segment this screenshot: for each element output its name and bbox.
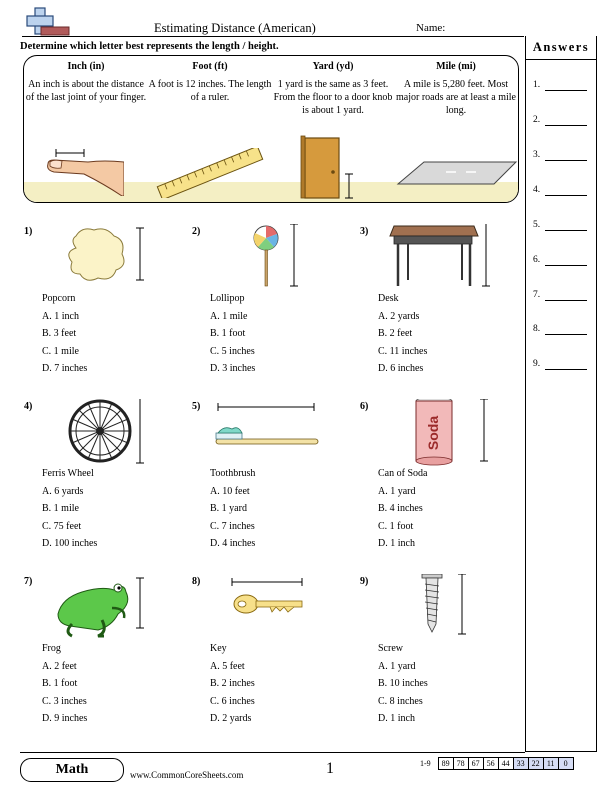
answer-field[interactable] [545, 369, 587, 370]
worksheet-title: Estimating Distance (American) [154, 21, 316, 35]
option[interactable]: C. 7 inches [210, 520, 255, 532]
answer-label: 4. [533, 185, 541, 195]
option[interactable]: C. 5 inches [210, 345, 255, 357]
frog-icon [42, 574, 202, 642]
answer-field[interactable] [545, 90, 587, 91]
ref-text: A mile is 5,280 feet. Most major roads are at least a mile long. [396, 79, 516, 116]
site-url[interactable]: www.CommonCoreSheets.com [130, 770, 244, 780]
option[interactable]: C. 75 feet [42, 520, 82, 532]
subject-badge: Math [20, 758, 124, 782]
option[interactable]: D. 7 inches [42, 363, 88, 374]
soda-can-icon [378, 399, 538, 467]
door-icon [299, 134, 359, 200]
screw-icon [378, 574, 538, 642]
option[interactable]: D. 1 inch [378, 538, 415, 549]
answer-label: 6. [533, 255, 541, 265]
option[interactable]: D. 3 inches [210, 363, 256, 374]
problem-number: 5) [192, 401, 201, 412]
option[interactable]: B. 3 feet [42, 328, 77, 339]
item-name: Lollipop [210, 293, 245, 304]
finger-icon [44, 148, 124, 196]
page-number: 1 [326, 760, 334, 777]
score-cell: 0 [558, 757, 574, 770]
problem-number: 1) [24, 226, 33, 237]
answer-label: 7. [533, 290, 541, 300]
answer-label: 5. [533, 220, 541, 230]
footer-rule [20, 752, 525, 753]
score-table [420, 757, 574, 770]
option[interactable]: A. 2 yards [378, 310, 420, 322]
answer-field[interactable] [545, 125, 587, 126]
option[interactable]: B. 10 inches [378, 678, 428, 689]
answer-field[interactable] [545, 300, 587, 301]
ref-heading: Foot (ft) [192, 61, 228, 72]
ref-yard [271, 60, 395, 117]
ref-heading: Inch (in) [67, 61, 105, 72]
answer-field[interactable] [545, 230, 587, 231]
score-cell: 44 [498, 757, 514, 770]
key-icon [210, 574, 370, 642]
option[interactable]: C. 3 inches [42, 695, 87, 707]
score-label: 1-9 [420, 759, 431, 768]
option[interactable]: C. 8 inches [378, 695, 423, 707]
option[interactable]: D. 100 inches [42, 538, 98, 549]
ref-heading: Mile (mi) [436, 61, 476, 72]
option[interactable]: B. 2 feet [378, 328, 413, 339]
problem-number: 2) [192, 226, 201, 237]
option[interactable]: D. 4 inches [210, 538, 256, 549]
toothbrush-icon [210, 399, 370, 467]
answer-field[interactable] [545, 195, 587, 196]
option[interactable]: D. 2 yards [210, 713, 252, 724]
answer-field[interactable] [545, 334, 587, 335]
header-rule [22, 36, 524, 37]
soda-label: Soda [425, 415, 441, 451]
popcorn-icon [42, 224, 202, 292]
option[interactable]: C. 1 foot [378, 520, 414, 532]
score-cell: 89 [438, 757, 454, 770]
answer-label: 8. [533, 324, 541, 334]
answer-label: 9. [533, 359, 541, 369]
answer-label: 3. [533, 150, 541, 160]
score-cell: 67 [468, 757, 484, 770]
item-name: Toothbrush [210, 468, 256, 479]
answer-field[interactable] [545, 265, 587, 266]
score-cell: 22 [528, 757, 544, 770]
ferris-wheel-icon [42, 399, 202, 467]
item-name: Screw [378, 643, 403, 654]
option[interactable]: A. 10 feet [210, 485, 250, 497]
option[interactable]: B. 1 yard [210, 503, 247, 514]
problem-number: 3) [360, 226, 369, 237]
option[interactable]: A. 1 inch [42, 310, 79, 322]
option[interactable]: C. 6 inches [210, 695, 255, 707]
option[interactable]: A. 5 feet [210, 660, 245, 672]
ref-mile [394, 60, 518, 117]
option[interactable]: D. 1 inch [378, 713, 415, 724]
problem-number: 9) [360, 576, 369, 587]
ref-inch [24, 60, 148, 104]
option[interactable]: A. 1 yard [378, 485, 416, 497]
option[interactable]: C. 1 mile [42, 345, 79, 357]
option[interactable]: A. 1 mile [210, 310, 248, 322]
option[interactable]: B. 1 foot [42, 678, 78, 689]
option[interactable]: B. 2 inches [210, 678, 255, 689]
option[interactable]: A. 2 feet [42, 660, 77, 672]
item-name: Ferris Wheel [42, 468, 94, 479]
name-label: Name: [416, 22, 446, 34]
answer-field[interactable] [545, 160, 587, 161]
score-cell: 33 [513, 757, 529, 770]
option[interactable]: D. 6 inches [378, 363, 424, 374]
option[interactable]: B. 1 mile [42, 503, 79, 514]
desk-icon [378, 224, 541, 292]
item-name: Popcorn [42, 293, 76, 304]
option[interactable]: A. 1 yard [378, 660, 416, 672]
instructions: Determine which letter best represents the length / height. [20, 41, 279, 52]
ruler-icon [152, 148, 268, 198]
lollipop-icon [210, 224, 370, 292]
item-name: Can of Soda [378, 468, 428, 479]
ref-text: An inch is about the distance of the last joint of your finger. [25, 79, 147, 103]
ref-text: A foot is 12 inches. The length of a ruler. [148, 79, 272, 103]
problem-number: 4) [24, 401, 33, 412]
road-icon [396, 160, 518, 186]
problem-number: 8) [192, 576, 201, 587]
option[interactable]: C. 11 inches [378, 345, 428, 357]
item-name: Key [210, 643, 227, 654]
problem-number: 6) [360, 401, 369, 412]
ref-foot [148, 60, 272, 104]
minus-logo-icon [40, 26, 70, 36]
score-cell: 11 [543, 757, 559, 770]
ref-text: 1 yard is the same as 3 feet. From the floor to a door knob is about 1 yard. [273, 79, 393, 116]
option[interactable]: B. 4 inches [378, 503, 423, 514]
option[interactable]: D. 9 inches [42, 713, 88, 724]
score-cell: 56 [483, 757, 499, 770]
problem-number: 7) [24, 576, 33, 587]
item-name: Frog [42, 643, 61, 654]
reference-box [23, 55, 519, 203]
option[interactable]: B. 1 foot [210, 328, 246, 339]
answer-label: 1. [533, 80, 541, 90]
option[interactable]: A. 6 yards [42, 485, 84, 497]
answer-label: 2. [533, 115, 541, 125]
answers-header: Answers [532, 40, 590, 54]
item-name: Desk [378, 293, 399, 304]
ref-heading: Yard (yd) [312, 61, 354, 72]
score-cell: 78 [453, 757, 469, 770]
